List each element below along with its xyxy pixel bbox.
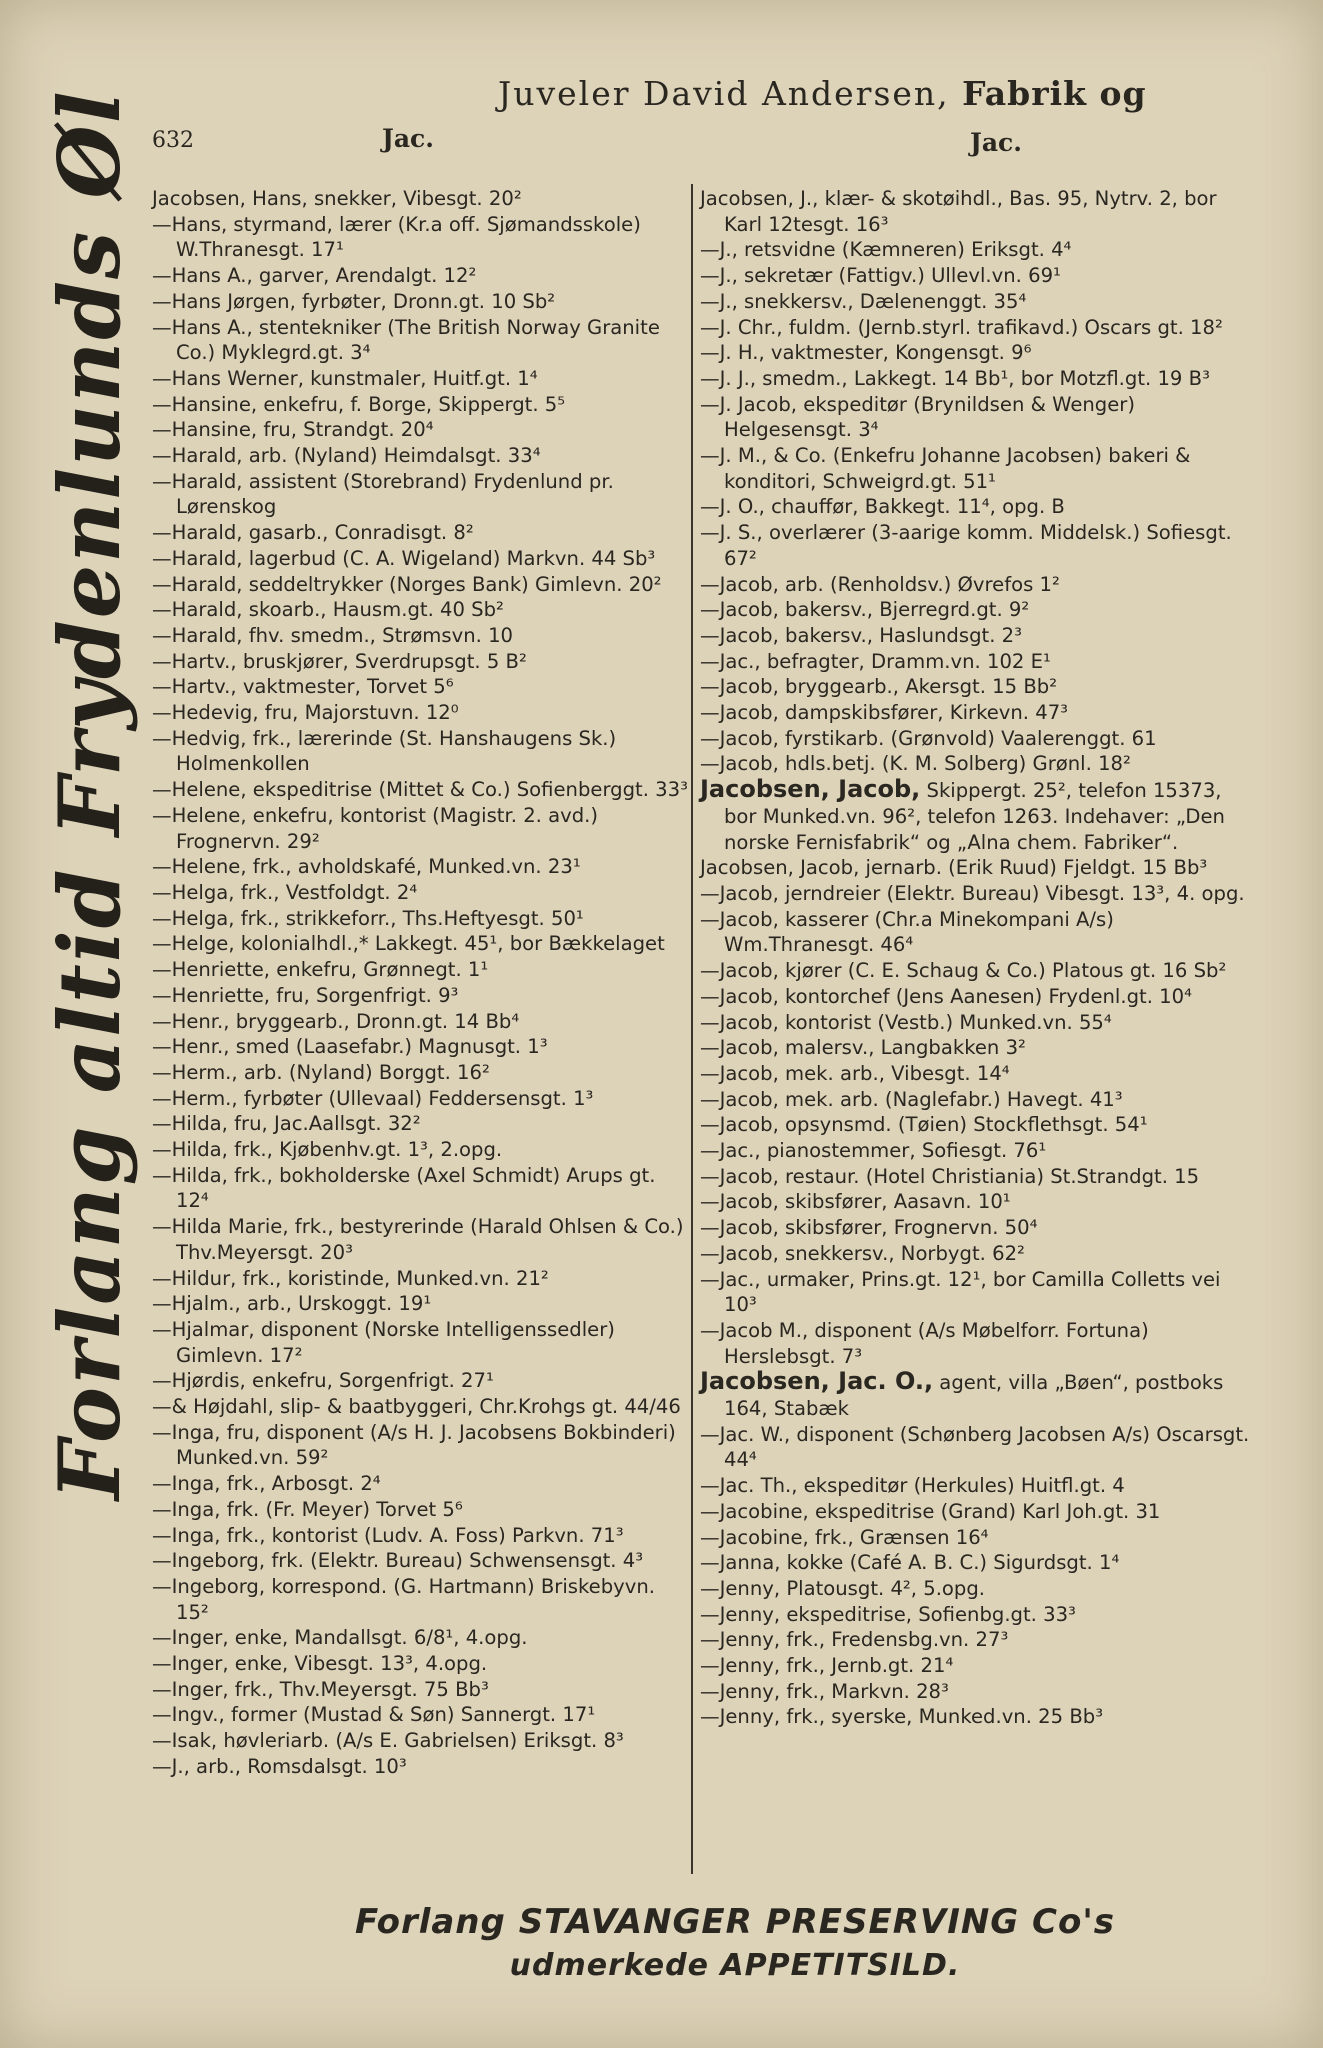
bottom-banner-line1: Forlang STAVANGER PRESERVING Co's — [355, 1902, 1115, 1942]
directory-entry — [700, 1061, 1252, 1087]
directory-entry — [700, 1653, 1252, 1679]
directory-entry: —Hjalmar, disponent (Norske Intelligenssedler) Gimlevn. 17² — [152, 1317, 615, 1367]
directory-entry: Jacobsen, Hans, snekker, Vibesgt. 20² — [152, 187, 522, 210]
directory-entry — [700, 597, 1252, 623]
entry-text: —Jacob, mek. arb. (Naglefabr.) Havegt. 41³ — [700, 1087, 1123, 1111]
directory-entry — [700, 1267, 1252, 1318]
directory-entry: —Inger, enke, Vibesgt. 13³, 4.opg. — [152, 1652, 488, 1676]
directory-entry: —Hartv., vaktmester, Torvet 5⁶ — [152, 675, 454, 699]
directory-entry: —Ingeborg, korrespond. (G. Hartmann) Briskebyvn. 15² — [152, 1574, 655, 1624]
entry-text: —Jac., befragter, Dramm.vn. 102 E¹ — [700, 649, 1051, 673]
directory-entry — [700, 726, 1252, 752]
directory-entry: —Henriette, enkefru, Grønnegt. 1¹ — [152, 958, 489, 982]
directory-entry — [700, 1087, 1252, 1113]
entry-text: —Jacobine, frk., Grænsen 16⁴ — [700, 1525, 989, 1549]
directory-entry — [700, 623, 1252, 649]
directory-entry — [700, 1550, 1252, 1576]
entry-text: —J., retsvidne (Kæmneren) Eriksgt. 4⁴ — [700, 238, 1072, 262]
entry-text: —Jacob, kjører (C. E. Schaug & Co.) Platous gt. 16 Sb² — [700, 959, 1227, 983]
directory-entry: —Helge, kolonialhdl.,* Lakkegt. 45¹, bor Bækkelaget — [152, 932, 665, 956]
entry-text: —J., snekkersv., Dælenenggt. 35⁴ — [700, 289, 1027, 313]
directory-entry: —Harald, fhv. smedm., Strømsvn. 10 — [152, 623, 514, 647]
directory-entry — [700, 958, 1252, 984]
directory-entry: —Ingeborg, frk. (Elektr. Bureau) Schwensensgt. 4³ — [152, 1549, 644, 1573]
entry-text: —J. O., chauffør, Bakkegt. 11⁴, opg. B — [700, 495, 1065, 519]
directory-entry: —Hilda Marie, frk., bestyrerinde (Harald Ohlsen & Co.) Thv.Meyersgt. 20³ — [152, 1215, 684, 1264]
directory-entry — [700, 1164, 1252, 1190]
directory-entry: —Helga, frk., Vestfoldgt. 2⁴ — [152, 880, 418, 904]
right-column-heading: Jac. — [970, 128, 1022, 157]
directory-entry: —Harald, lagerbud (C. A. Wigeland) Markvn. 44 Sb³ — [152, 546, 656, 570]
entry-text: —Jacob, bryggearb., Akersgt. 15 Bb² — [700, 675, 1058, 699]
directory-entry: —Henr., smed (Laasefabr.) Magnusgt. 1³ — [152, 1035, 548, 1059]
directory-entry: —Hansine, enkefru, f. Borge, Skippergt. 5⁵ — [152, 392, 566, 416]
directory-entry — [700, 315, 1252, 341]
entry-text: —J. M., & Co. (Enkefru Johanne Jacobsen) bakeri & konditori, Schweigrd.gt. 51¹ — [700, 444, 1191, 493]
directory-entry — [700, 674, 1252, 700]
directory-entry — [700, 366, 1252, 392]
entry-text: —Jenny, ekspeditrise, Sofienbg.gt. 33³ — [700, 1602, 1076, 1626]
directory-entry-featured — [700, 1369, 1252, 1421]
entry-text: —Jenny, frk., Markvn. 28³ — [700, 1679, 949, 1703]
entry-text: —Jac., urmaker, Prins.gt. 12¹, bor Camilla Colletts vei 10³ — [700, 1267, 1221, 1317]
entry-text: —Jenny, frk., Jernb.gt. 21⁴ — [700, 1654, 954, 1678]
entry-text: —J. H., vaktmester, Kongensgt. 9⁶ — [700, 341, 1032, 365]
entry-text: —Jac. W., disponent (Schønberg Jacobsen A/s) Oscarsgt. 44⁴ — [700, 1422, 1250, 1472]
entry-text: —Jenny, frk., Fredensbg.vn. 27³ — [700, 1628, 1009, 1652]
directory-entry: —Hedevig, fru, Majorstuvn. 12⁰ — [152, 701, 459, 725]
directory-entry: —Hans Jørgen, fyrbøter, Dronn.gt. 10 Sb² — [152, 289, 556, 313]
directory-entry — [700, 1422, 1252, 1473]
column-divider — [691, 184, 693, 1874]
directory-entry — [700, 186, 1252, 237]
directory-entry: —Hans Werner, kunstmaler, Huitf.gt. 1⁴ — [152, 366, 538, 390]
directory-entry — [700, 237, 1252, 263]
directory-entry: —Hans, styrmand, lærer (Kr.a off. Sjømandsskole) W.Thranesgt. 17¹ — [152, 212, 641, 262]
entry-text: —Jacob, skibsfører, Frognervn. 50⁴ — [700, 1216, 1038, 1240]
entry-text: —Jacob, restaur. (Hotel Christiania) St.Strandgt. 15 — [700, 1164, 1200, 1188]
entry-text: Skippergt. 25², telefon 15373, bor Munked.vn. 96², telefon 1263. Indehaver: „Den norske Fernisfabrik“ og „Alna chem. Fabriker“. — [724, 779, 1225, 854]
directory-entry — [700, 1318, 1252, 1369]
directory-entry: —Hans A., garver, Arendalgt. 12² — [152, 264, 477, 288]
directory-entry — [700, 1499, 1252, 1525]
entry-text: —Jacob, dampskibsfører, Kirkevn. 47³ — [700, 701, 1069, 725]
entry-text: —Jacob, fyrstikarb. (Grønvold) Vaalerenggt. 61 — [700, 726, 1157, 750]
entry-text: —Jenny, frk., syerske, Munked.vn. 25 Bb³ — [700, 1705, 1104, 1729]
directory-entry — [700, 855, 1252, 881]
directory-entry: —Hjalm., arb., Urskoggt. 19¹ — [152, 1292, 432, 1316]
directory-entry — [700, 1035, 1252, 1061]
directory-entry-featured — [700, 777, 1252, 855]
entry-text: —Jenny, Platousgt. 4², 5.opg. — [700, 1576, 986, 1600]
right-directory-column — [700, 186, 1252, 1730]
directory-entry: —Hilda, fru, Jac.Aallsgt. 32² — [152, 1112, 421, 1136]
directory-entry: —Hansine, fru, Strandgt. 20⁴ — [152, 418, 434, 442]
directory-entry — [700, 520, 1252, 571]
directory-entry — [700, 1525, 1252, 1551]
directory-entry: —Inger, enke, Mandallsgt. 6/8¹, 4.opg. — [152, 1626, 528, 1650]
directory-entry — [700, 1679, 1252, 1705]
top-banner-text: Juveler David Andersen, — [498, 74, 950, 113]
directory-entry: —Hartv., bruskjører, Sverdrupsgt. 5 B² — [152, 649, 527, 673]
top-banner-ad — [498, 74, 1298, 113]
entry-text: —J. S., overlærer (3-aarige komm. Middelsk.) Sofiesgt. 67² — [700, 521, 1232, 570]
entry-text: —Jacobine, ekspeditrise (Grand) Karl Joh.gt. 31 — [700, 1499, 1161, 1523]
left-directory-column — [152, 186, 690, 1780]
directory-entry — [700, 984, 1252, 1010]
entry-text: —J. Jacob, ekspeditør (Brynildsen & Wenger) Helgesensgt. 3⁴ — [700, 392, 1135, 442]
directory-entry: —Inga, frk., kontorist (Ludv. A. Foss) Parkvn. 71³ — [152, 1523, 624, 1547]
directory-entry: —Hjørdis, enkefru, Sorgenfrigt. 27¹ — [152, 1369, 494, 1393]
entry-text: agent, villa „Bøen“, postboks 164, Stabæk — [724, 1371, 1224, 1421]
directory-entry — [700, 494, 1252, 520]
entry-text: —Jacob M., disponent (A/s Møbelforr. Fortuna) Herslebsgt. 7³ — [700, 1318, 1149, 1368]
entry-text: —Jacob, bakersv., Bjerregrd.gt. 9² — [700, 598, 1030, 622]
directory-entry — [700, 289, 1252, 315]
featured-name: Jacobsen, Jacob, — [700, 775, 921, 804]
directory-entry: —Hildur, frk., koristinde, Munked.vn. 21² — [152, 1266, 549, 1290]
directory-entry: —Herm., arb. (Nyland) Borggt. 16² — [152, 1060, 490, 1084]
directory-entry — [700, 1576, 1252, 1602]
bottom-banner-line2: udmerkede APPETITSILD. — [509, 1948, 961, 1983]
directory-entry: —Hedvig, frk., lærerinde (St. Hanshaugens Sk.) Holmenkollen — [152, 726, 617, 776]
directory-entry: —Helga, frk., strikkeforr., Ths.Heftyesgt. 50¹ — [152, 906, 584, 930]
directory-entry: —Inga, fru, disponent (A/s H. J. Jacobsens Bokbinderi) Munked.vn. 59² — [152, 1420, 676, 1470]
entry-text: —Jacob, hdls.betj. (K. M. Solberg) Grønl. 18² — [700, 752, 1131, 776]
directory-entry: —Henriette, fru, Sorgenfrigt. 9³ — [152, 983, 459, 1007]
top-banner-bold: Fabrik og — [962, 74, 1147, 113]
directory-entry: —Ingv., former (Mustad & Søn) Sannergt. 17¹ — [152, 1703, 596, 1727]
entry-text: —Jacob, kontorist (Vestb.) Munked.vn. 55⁴ — [700, 1010, 1112, 1034]
directory-entry — [700, 649, 1252, 675]
entry-text: —J. Chr., fuldm. (Jernb.styrl. trafikavd.) Oscars gt. 18² — [700, 315, 1223, 339]
directory-entry — [700, 340, 1252, 366]
entry-text: Jacobsen, Jacob, jernarb. (Erik Ruud) Fjeldgt. 15 Bb³ — [700, 856, 1208, 880]
left-column-heading: Jac. — [382, 124, 434, 153]
entry-text: —Jacob, skibsfører, Aasavn. 10¹ — [700, 1190, 1011, 1214]
entry-text: —Jacob, bakersv., Haslundsgt. 2³ — [700, 623, 1022, 647]
directory-entry: —Isak, høvleriarb. (A/s E. Gabrielsen) Eriksgt. 8³ — [152, 1729, 624, 1753]
directory-entry — [700, 1010, 1252, 1036]
page-number: 632 — [152, 128, 194, 153]
directory-entry: —Inga, frk., Arbosgt. 2⁴ — [152, 1472, 381, 1496]
directory-entry — [700, 700, 1252, 726]
directory-entry: —Helene, enkefru, kontorist (Magistr. 2. avd.) Frognervn. 29² — [152, 803, 599, 853]
directory-entry: —& Højdahl, slip- & baatbyggeri, Chr.Krohgs gt. 44/46 — [152, 1395, 681, 1419]
entry-text: —Jac. Th., ekspeditør (Herkules) Huitfl.gt. 4 — [700, 1474, 1125, 1498]
directory-entry — [700, 1241, 1252, 1267]
entry-text: —Jacob, jerndreier (Elektr. Bureau) Vibesgt. 13³, 4. opg. — [700, 881, 1245, 905]
directory-entry: —Helene, frk., avholdskafé, Munked.vn. 23¹ — [152, 855, 581, 879]
entry-text: —Jacob, kontorchef (Jens Aanesen) Frydenl.gt. 10⁴ — [700, 984, 1192, 1008]
featured-name: Jacobsen, Jac. O., — [700, 1367, 934, 1396]
entry-text: —Jacob, kasserer (Chr.a Minekompani A/s) Wm.Thranesgt. 46⁴ — [700, 907, 1114, 957]
entry-text: Jacobsen, J., klær- & skotøihdl., Bas. 95, Nytrv. 2, bor Karl 12tesgt. 16³ — [700, 187, 1217, 236]
directory-entry: —Hilda, frk., bokholderske (Axel Schmidt) Arups gt. 12⁴ — [152, 1163, 656, 1213]
entry-text: —Jacob, arb. (Renholdsv.) Øvrefos 1² — [700, 572, 1060, 596]
directory-entry — [700, 751, 1252, 777]
directory-entry — [700, 1627, 1252, 1653]
side-advertisement: Forlang altid Frydenlunds Øl — [40, 89, 139, 1500]
directory-entry — [700, 881, 1252, 907]
entry-text: —J. J., smedm., Lakkegt. 14 Bb¹, bor Motzfl.gt. 19 B³ — [700, 366, 1210, 390]
directory-entry — [700, 572, 1252, 598]
directory-entry: —Hans A., stentekniker (The British Norway Granite Co.) Myklegrd.gt. 3⁴ — [152, 315, 660, 365]
entry-text: —Jacob, mek. arb., Vibesgt. 14⁴ — [700, 1061, 1010, 1085]
entry-text: —Janna, kokke (Café A. B. C.) Sigurdsgt. 1⁴ — [700, 1551, 1120, 1575]
entry-text: —J., sekretær (Fattigv.) Ullevl.vn. 69¹ — [700, 264, 1061, 288]
directory-entry — [700, 1704, 1252, 1730]
directory-entry: —Henr., bryggearb., Dronn.gt. 14 Bb⁴ — [152, 1009, 520, 1033]
directory-entry: —Helene, ekspeditrise (Mittet & Co.) Sofienberggt. 33³ — [152, 778, 688, 802]
entry-text: —Jacob, snekkersv., Norbygt. 62² — [700, 1241, 1025, 1265]
entry-text: —Jac., pianostemmer, Sofiesgt. 76¹ — [700, 1139, 1047, 1163]
directory-entry: —Harald, gasarb., Conradisgt. 8² — [152, 521, 474, 545]
directory-entry — [700, 1189, 1252, 1215]
directory-entry: —Harald, skoarb., Hausm.gt. 40 Sb² — [152, 598, 504, 622]
directory-entry — [700, 1602, 1252, 1628]
directory-entry — [700, 907, 1252, 958]
directory-entry — [700, 392, 1252, 443]
directory-entry: —Harald, arb. (Nyland) Heimdalsgt. 33⁴ — [152, 444, 541, 468]
directory-entry: —Hilda, frk., Kjøbenhv.gt. 1³, 2.opg. — [152, 1138, 503, 1162]
directory-entry: —Inger, frk., Thv.Meyersgt. 75 Bb³ — [152, 1677, 489, 1701]
directory-entry — [700, 1112, 1252, 1138]
directory-entry — [700, 1215, 1252, 1241]
directory-entry: —Inga, frk. (Fr. Meyer) Torvet 5⁶ — [152, 1497, 463, 1521]
directory-entry: —Harald, assistent (Storebrand) Frydenlund pr. Lørenskog — [152, 469, 614, 519]
directory-entry: —Harald, seddeltrykker (Norges Bank) Gimlevn. 20² — [152, 572, 662, 596]
directory-entry — [700, 1138, 1252, 1164]
directory-entry: —J., arb., Romsdalsgt. 10³ — [152, 1754, 407, 1778]
directory-entry — [700, 443, 1252, 494]
entry-text: —Jacob, opsynsmd. (Tøien) Stockflethsgt. 54¹ — [700, 1113, 1148, 1137]
entry-text: —Jacob, malersv., Langbakken 3² — [700, 1036, 1026, 1060]
directory-entry — [700, 1473, 1252, 1499]
directory-entry: —Herm., fyrbøter (Ullevaal) Feddersensgt. 1³ — [152, 1086, 594, 1110]
directory-entry — [700, 263, 1252, 289]
